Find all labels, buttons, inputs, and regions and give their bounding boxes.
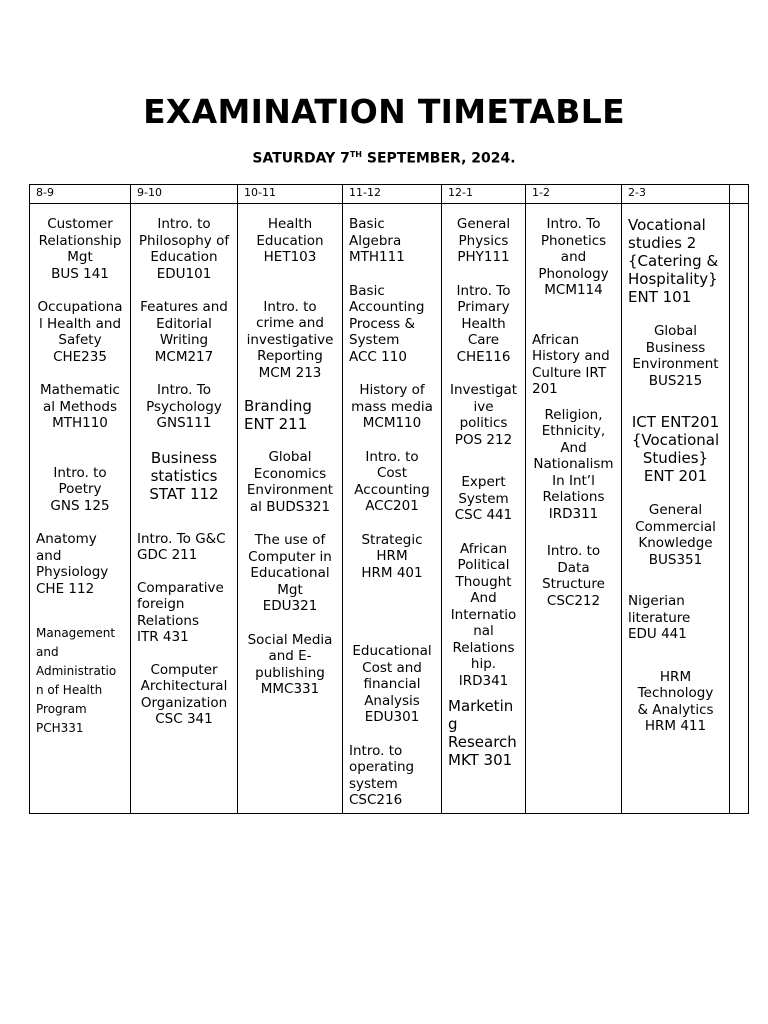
course-entry: General Physics PHY111 — [456, 216, 511, 265]
course-entry: Health Education HET103 — [256, 216, 324, 265]
page-title: EXAMINATION TIMETABLE — [143, 92, 625, 131]
timetable — [29, 184, 749, 814]
course-entry: Nigerian literature EDU 441 — [628, 593, 691, 642]
course-entry: Intro. To Primary Health Care CHE116 — [456, 282, 511, 365]
time-slot-header: 8-9 — [30, 185, 131, 204]
course-entry: Intro. to Philosophy of Education EDU101 — [138, 216, 230, 282]
slot-column-9-10 — [131, 204, 238, 814]
time-slot-header: 11-12 — [343, 185, 442, 204]
course-entry: Intro. To G&C GDC 211 — [137, 530, 226, 563]
time-slot-header: 10-11 — [238, 185, 343, 204]
time-slot-header: 12-1 — [442, 185, 526, 204]
course-entry: Intro. to Data Structure CSC212 — [542, 543, 605, 609]
slot-column-empty — [730, 204, 749, 814]
time-slot-header: 9-10 — [131, 185, 238, 204]
course-entry: General Commercial Knowledge BUS351 — [635, 502, 716, 568]
course-entry: ICT ENT201 {Vocational Studies} ENT 201 — [631, 413, 720, 485]
course-entry: Customer Relationship Mgt BUS 141 — [38, 216, 122, 282]
course-entry: Intro. to Cost Accounting ACC201 — [354, 448, 430, 514]
course-entry: Mathematic al Methods MTH110 — [40, 382, 120, 431]
course-entry: Intro. to Poetry GNS 125 — [50, 464, 110, 514]
course-entry: Expert System CSC 441 — [454, 474, 513, 523]
slot-column-2-3 — [622, 204, 730, 814]
course-entry: Strategic HRM HRM 401 — [361, 531, 423, 581]
exam-date — [0, 150, 768, 167]
course-entry: Comparative foreign Relations ITR 431 — [137, 579, 224, 645]
courses-row — [30, 204, 749, 814]
course-entry: Branding ENT 211 — [244, 397, 312, 433]
course-entry: Basic Accounting Process & System ACC 110 — [349, 282, 425, 365]
exam-date-day: SATURDAY 7 — [252, 150, 350, 167]
slot-column-10-11 — [238, 204, 343, 814]
course-entry: Global Economics Environment al BUDS321 — [246, 449, 334, 515]
course-entry: HRM Technology & Analytics HRM 411 — [637, 668, 714, 734]
slot-column-11-12 — [343, 204, 442, 814]
course-entry: Basic Algebra MTH111 — [349, 216, 405, 265]
course-entry: African Political Thought And Internatio nal Relations hip. IRD341 — [450, 540, 517, 689]
course-entry: Business statistics STAT 112 — [149, 448, 219, 503]
course-entry: Intro. To Phonetics and Phonology MCM114 — [538, 216, 609, 298]
time-slot-header-row — [30, 185, 749, 204]
course-entry: Social Media and E- publishing MMC331 — [247, 631, 333, 697]
time-slot-header: 1-2 — [526, 185, 622, 204]
slot-column-8-9 — [30, 204, 131, 814]
course-entry: History of mass media MCM110 — [351, 382, 433, 431]
course-entry: Intro. to crime and investigative Reporting MCM 213 — [246, 298, 334, 381]
slot-column-12-1 — [442, 204, 526, 814]
course-entry: Educational Cost and financial Analysis EDU301 — [352, 643, 432, 725]
time-slot-header: 2-3 — [622, 185, 730, 204]
course-entry: Computer Architectural Organization CSC 341 — [140, 661, 228, 727]
course-entry: Marketin g Research MKT 301 — [448, 697, 517, 769]
course-entry: Features and Editorial Writing MCM217 — [140, 299, 228, 365]
course-entry: Management and Administratio n of Health Program PCH331 — [36, 626, 117, 735]
course-entry: Occupationa l Health and Safety CHE235 — [37, 299, 123, 365]
course-entry: Vocational studies 2 {Catering & Hospitality} ENT 101 — [628, 216, 719, 306]
slot-column-1-2 — [526, 204, 622, 814]
time-slot-header — [730, 185, 749, 204]
course-entry: The use of Computer in Educational Mgt EDU321 — [248, 532, 332, 614]
exam-date-ordinal: TH — [349, 150, 362, 159]
course-entry: Intro. To Psychology GNS111 — [146, 382, 222, 431]
course-entry: Intro. to operating system CSC216 — [349, 742, 415, 808]
course-entry: Global Business Environment BUS215 — [632, 323, 719, 389]
course-entry: African History and Culture IRT 201 — [532, 331, 610, 397]
course-entry: Religion, Ethnicity, And Nationalism In Int’l Relations IRD311 — [533, 406, 614, 522]
course-entry: Anatomy and Physiology CHE 112 — [36, 531, 109, 597]
course-entry: Investigat ive politics POS 212 — [449, 382, 518, 448]
exam-date-month-year: SEPTEMBER, 2024. — [361, 150, 516, 167]
